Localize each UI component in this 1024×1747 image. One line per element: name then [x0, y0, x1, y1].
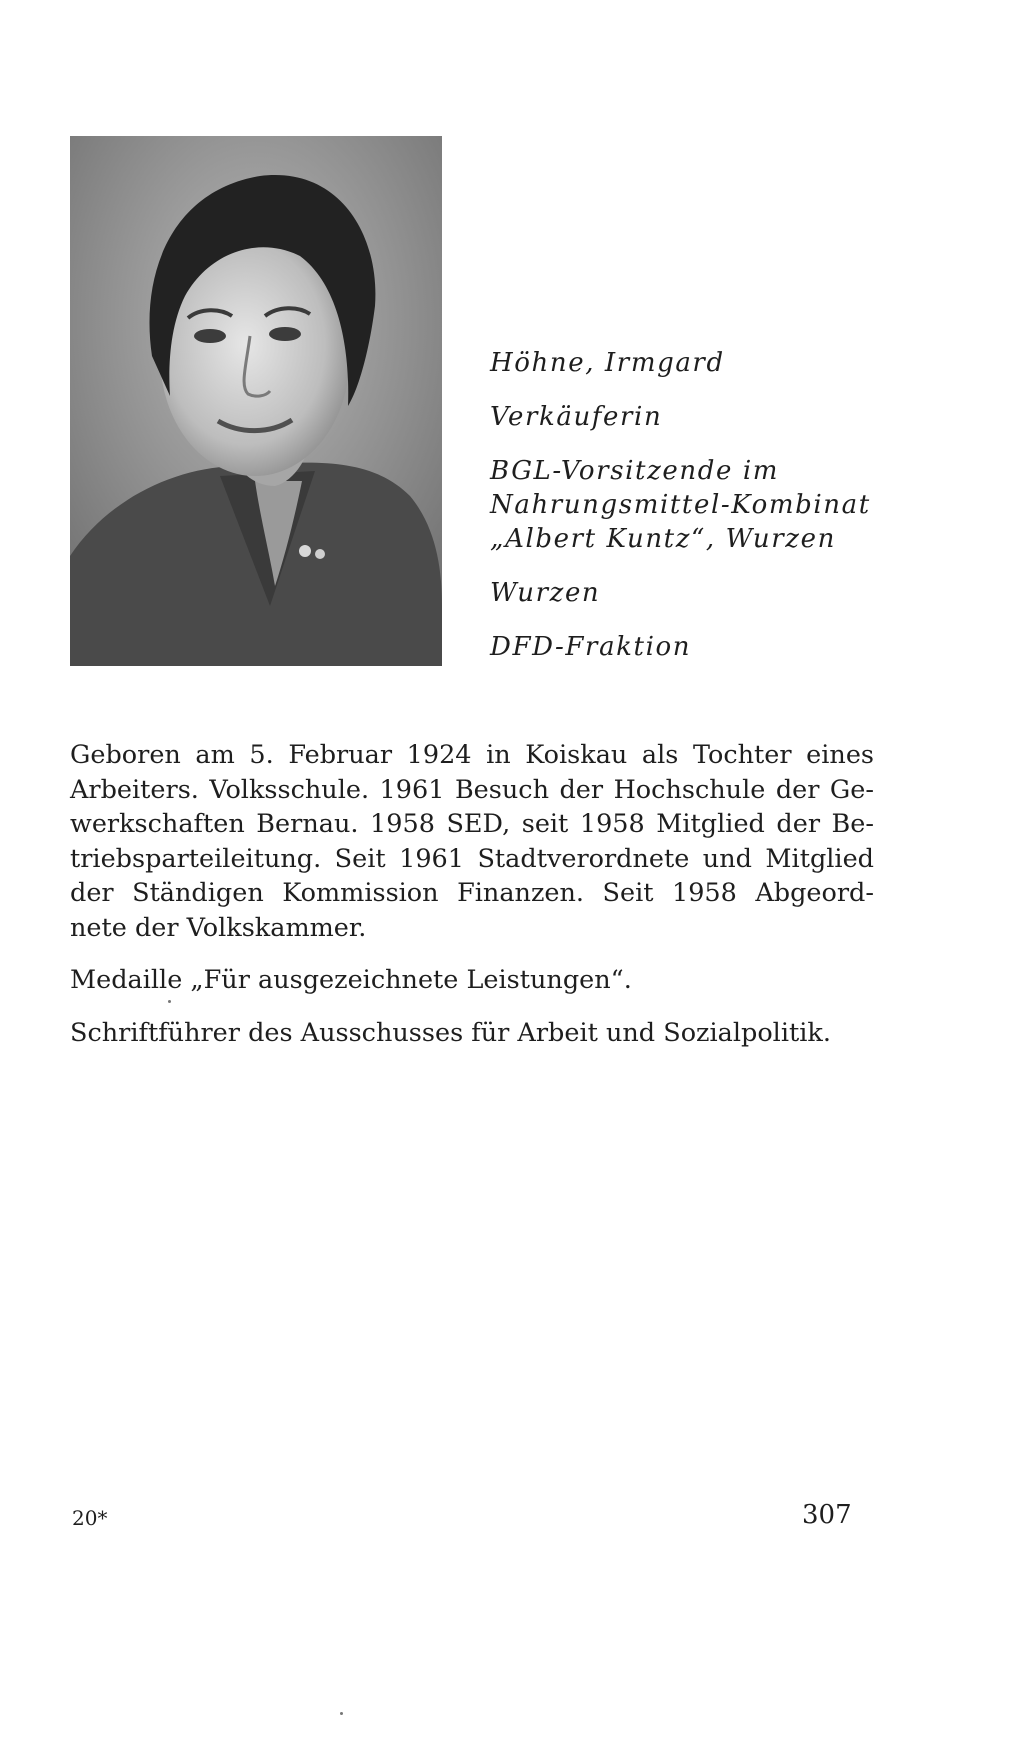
biography-line: Arbeiters. Volksschule. 1961 Besuch der Hochschule der Ge-	[70, 774, 874, 805]
biography-line: Geboren am 5. Februar 1924 in Koiskau als Tochter eines	[70, 740, 874, 770]
award-text: Medaille „Für ausgezeichnete Leistungen“.	[70, 965, 632, 995]
biography-line: der Ständigen Kommission Finanzen. Seit 1958 Abgeord-	[70, 878, 874, 908]
occupation: Verkäuferin	[490, 402, 663, 432]
position-line: Nahrungsmittel-Kombinat	[490, 490, 871, 520]
speck	[168, 1000, 171, 1003]
person-name: Höhne, Irmgard	[490, 348, 725, 378]
biography-line: werkschaften Bernau. 1958 SED, seit 1958 Mitglied der Be-	[70, 809, 874, 839]
faction: DFD-Fraktion	[490, 632, 692, 662]
constituency: Wurzen	[490, 578, 601, 608]
position-line: „Albert Kuntz“, Wurzen	[490, 524, 836, 554]
position-line: BGL-Vorsitzende im	[490, 456, 779, 486]
signature-mark: 20*	[72, 1506, 108, 1530]
position	[490, 454, 871, 556]
committee-text: Schriftführer des Ausschusses für Arbeit und Sozialpolitik.	[70, 1017, 831, 1048]
portrait-photo	[70, 136, 442, 666]
speck	[340, 1712, 343, 1715]
biography-line: triebsparteileitung. Seit 1961 Stadtverordnete und Mitglied	[70, 843, 874, 874]
portrait-image	[70, 136, 442, 666]
biography	[70, 738, 874, 1068]
profile-info	[490, 346, 871, 684]
biography-line: nete der Volkskammer.	[70, 912, 367, 943]
page-number: 307	[802, 1500, 852, 1530]
biography-paragraph	[70, 738, 874, 945]
